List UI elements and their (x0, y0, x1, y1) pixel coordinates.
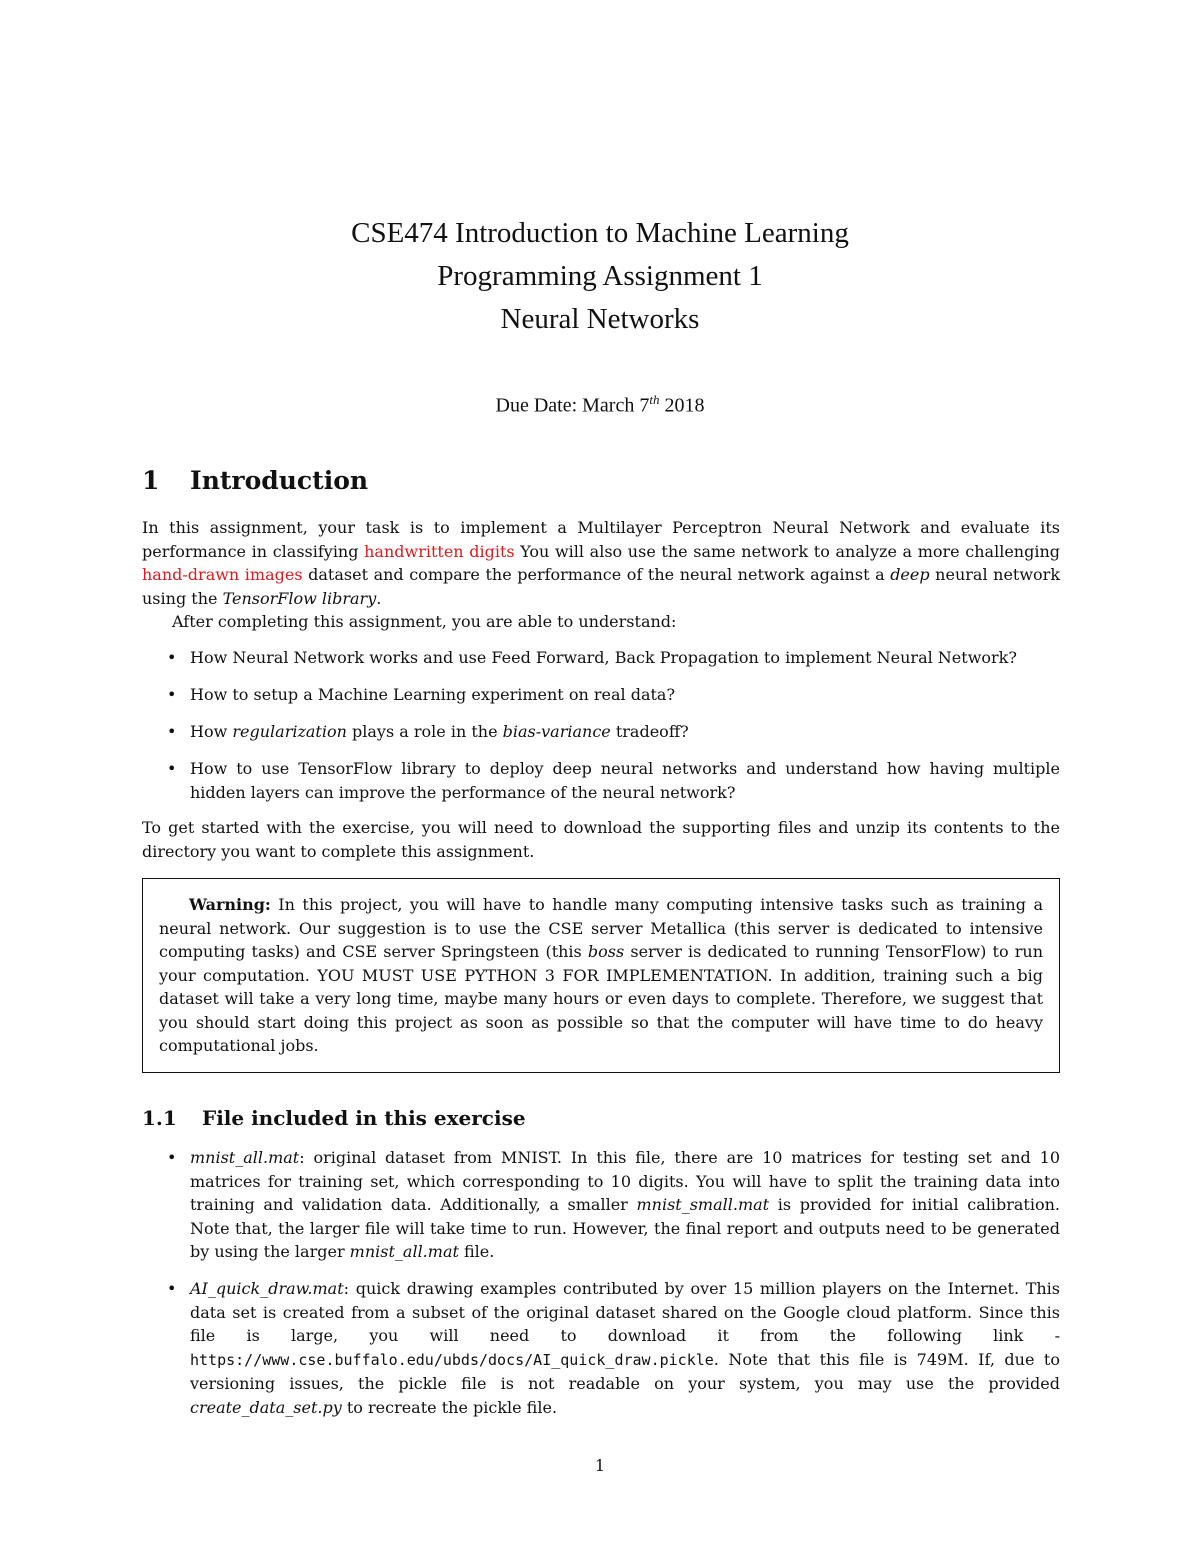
due-date (0, 392, 1200, 418)
mnist-desc-c: file. (458, 1242, 495, 1261)
due-date-prefix: Due Date: March 7 (495, 394, 650, 417)
objective-3c: tradeoff? (610, 722, 689, 741)
subsection-files (142, 1106, 1060, 1130)
intro-text-d: neural network using the (142, 565, 1061, 608)
objective-4: How to use TensorFlow library to deploy deep neural networks and understand how having multiple hidden layers can improve the performance of the neural network? (190, 759, 1060, 802)
objectives-intro: After completing this assignment, you are able to understand: (172, 612, 677, 631)
warning-boss: boss (587, 942, 625, 961)
quick-draw-desc-c: to recreate the pickle file. (341, 1397, 558, 1417)
list-item: • AI_quick_draw.mat: quick drawing examples contributed by over 15 million players on the Internet. This data set is created from a subset of the original dataset shared on the Google cloud platform. Since this file is large, you will need to download it from the following link - https://www.cse.buffalo.edu/ubds/docs/AI_quick_draw.pickle. Note that this file is 749M. If, due to versioning issues, the pickle file is not readable on your system, you may use the provided create_data_set.py to recreate the pickle file. (167, 1279, 1060, 1417)
due-date-suffix: th (649, 392, 660, 407)
list-item: • How to use TensorFlow library to deploy deep neural networks and understand how having multiple hidden layers can improve the performance of the neural network? (167, 759, 1060, 802)
page-number: 1 (594, 1456, 606, 1475)
assignment-title: Programming Assignment 1 (437, 260, 763, 292)
objective-3-regularization: regularization (232, 722, 347, 741)
intro-tensorflow: TensorFlow library (222, 588, 377, 608)
list-item: • How Neural Network works and use Feed Forward, Back Propagation to implement Neural Network? (167, 648, 1017, 667)
mnist-desc-a: : original dataset from MNIST. In this file, there are 10 matrices for testing set and 10 matrices for training set, which corresponding to 10 digits. You will have to split the training data into training and validation data. Additionally, a smaller (190, 1148, 1060, 1214)
quick-draw-desc-b: . Note that this file is 749M. If, due to versioning issues, the pickle file is not readable on your system, you may use the provided (190, 1349, 1060, 1393)
warning-label: Warning: (189, 895, 271, 914)
intro-text-a: In this assignment, your task is to implement a Multilayer Perceptron Neural Network and evaluate its performance in classifying (142, 518, 1060, 561)
handwritten-digits-link[interactable]: handwritten digits (364, 541, 515, 561)
topic-title: Neural Networks (500, 303, 700, 335)
list-item: • How regularization plays a role in the bias-variance tradeoff? (167, 722, 689, 741)
section-introduction (142, 466, 1060, 495)
due-date-year: 2018 (664, 394, 705, 417)
objective-3-bias-variance: bias-variance (502, 722, 611, 741)
warning-text-b: server is dedicated to running TensorFlow) to run your computation. YOU MUST USE PYTHON 3 FOR IMPLEMENTATION. In addition, training such a big dataset will take a very long time, maybe many hours or even days to complete. Therefore, we suggest that you should start doing this project as soon as possible so that the computer will have time to do heavy computational jobs. (159, 942, 1043, 1055)
intro-deep: deep (890, 565, 930, 584)
mnist-large-filename: mnist_all.mat (349, 1242, 459, 1261)
mnist-all-filename: mnist_all.mat (190, 1148, 300, 1167)
subsection-heading (142, 1106, 1060, 1130)
mnist-desc-b: is provided for initial calibration. Note that, the larger file will take time to run. However, the final report and outputs need to be generated by using the larger (190, 1195, 1060, 1261)
files-list (142, 1146, 1060, 1264)
list-item: • mnist_all.mat: original dataset from MNIST. In this file, there are 10 matrices for testing set and 10 matrices for training set, which corresponding to 10 digits. You will have to split the training data into training and validation data. Additionally, a smaller mnist_small.mat is provided for initial calibration. Note that, the larger file will take time to run. However, the final report and outputs need to be generated by using the larger mnist_all.mat file. (167, 1148, 1060, 1261)
mnist-small-filename: mnist_small.mat (636, 1195, 770, 1214)
intro-text-e: . (376, 588, 382, 608)
warning-text-a: In this project, you will have to handle many computing intensive tasks such as training a neural network. Our suggestion is to use the CSE server Metallica (this server is dedicated to intensive computing tasks) and CSE server Springsteen (this (159, 895, 1043, 961)
course-title: CSE474 Introduction to Machine Learning (351, 217, 849, 249)
warning-box (142, 878, 1060, 1073)
objective-3b: plays a role in the (346, 722, 503, 741)
title-block (0, 212, 1200, 341)
intro-text-b: You will also use the same network to analyze a more challenging (514, 541, 1061, 561)
subsection-number: 1.1 (142, 1106, 177, 1130)
objective-3a: How (190, 722, 233, 741)
create-data-set-script: create_data_set.py (190, 1397, 342, 1417)
section-heading (142, 466, 1060, 495)
objectives-list-4 (142, 757, 1060, 804)
intro-text-c: dataset and compare the performance of the neural network against a (302, 565, 891, 584)
subsection-title: File included in this exercise (202, 1106, 526, 1130)
hand-drawn-images-link[interactable]: hand-drawn images (142, 565, 303, 584)
list-item: • How to setup a Machine Learning experiment on real data? (167, 685, 676, 704)
files-list-2 (142, 1277, 1060, 1419)
objectives-list-2 (142, 683, 1060, 707)
download-link[interactable]: https://www.cse.buffalo.edu/ubds/docs/AI_quick_draw.pickle (190, 1350, 714, 1369)
objectives-list-3 (142, 720, 1060, 744)
quick-draw-desc-a: : quick drawing examples contributed by over 15 million players on the Internet. This data set is created from a subset of the original dataset shared on the Google cloud platform. Since this file is large, you will need to download it from the following link - (190, 1279, 1060, 1345)
getting-started-paragraph (142, 816, 1060, 863)
quick-draw-filename: AI_quick_draw.mat (190, 1279, 344, 1298)
objective-2: How to setup a Machine Learning experiment on real data? (190, 685, 676, 704)
section-number: 1 (142, 466, 160, 495)
objective-1: How Neural Network works and use Feed Forward, Back Propagation to implement Neural Network? (190, 648, 1017, 667)
intro-paragraph (142, 516, 1060, 634)
objectives-list (142, 646, 1060, 670)
getting-started-text: To get started with the exercise, you will need to download the supporting files and unzip its contents to the directory you want to complete this assignment. (142, 818, 1060, 861)
section-title: Introduction (190, 466, 369, 495)
